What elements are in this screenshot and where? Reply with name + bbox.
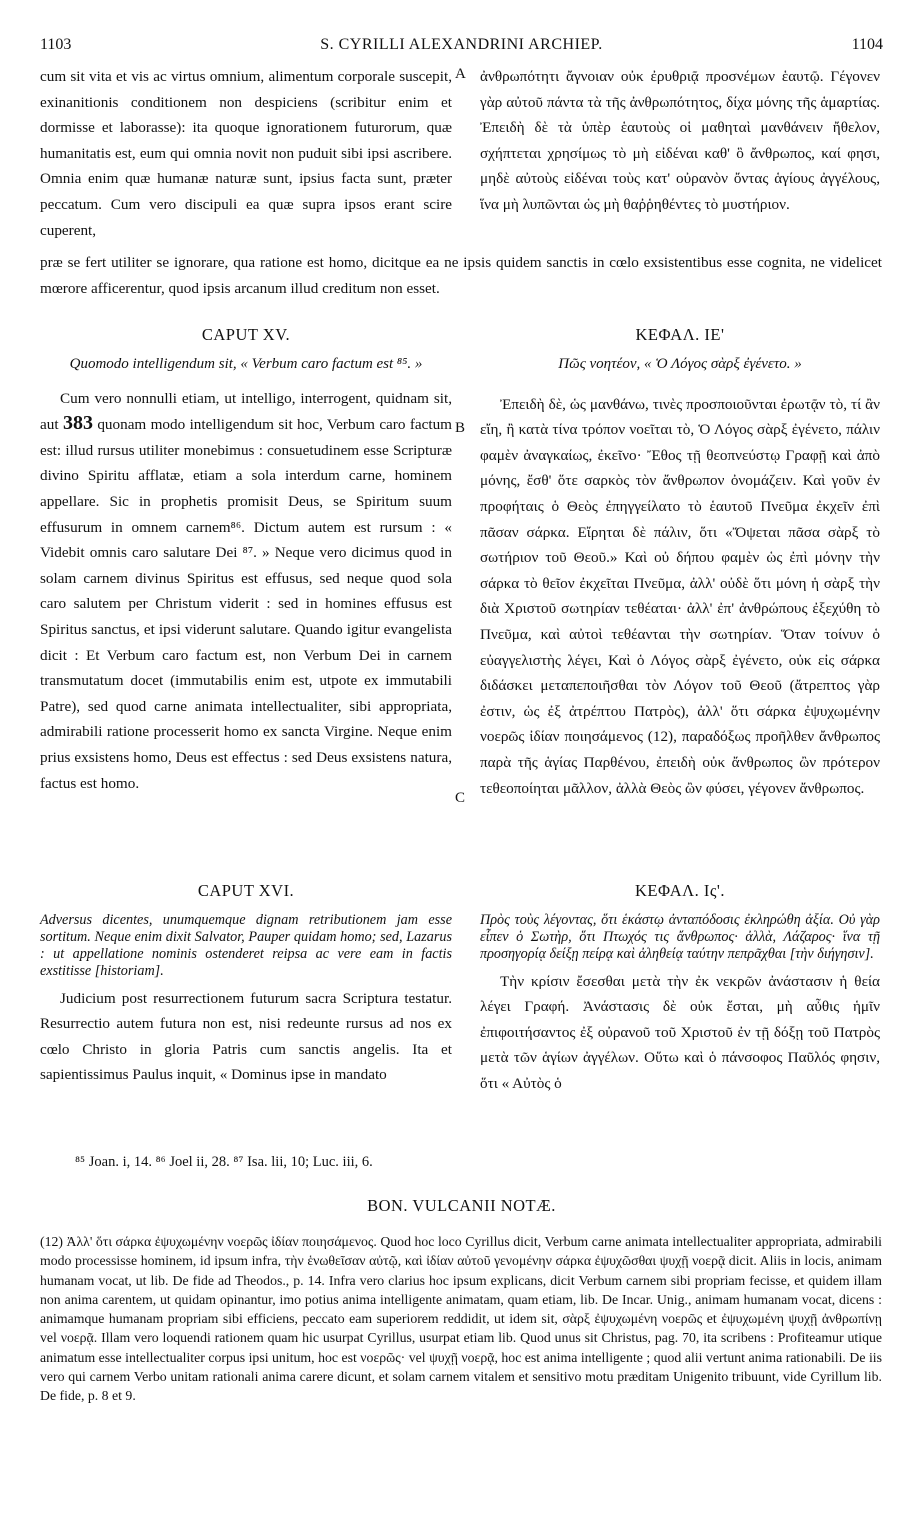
greek-paragraph: Τὴν κρίσιν ἔσεσθαι μετὰ τὴν ἐκ νεκρῶν ἀνάστασιν ἡ θεία λέγει Γραφή. Ἀνάστασις δὲ οὐκ ἔσται, μὴ αὖθις ἡμῖν ἐπιφοιτήσαντος ἐξ οὐρανοῦ τοῦ Χριστοῦ ἐν τῇ δόξῃ τοῦ Πατρὸς μετὰ τῶν ἁγίων ἀγγέλων. Οὕτω καὶ ὁ πάνσοφος Παῦλός φησιν, ὅτι « Αὐτὸς ὁ xyxy=(480,972,880,1092)
latin-body xyxy=(40,986,452,1088)
greek-chapter-subtitle: Πρὸς τοὺς λέγοντας, ὅτι ἑκάστῳ ἀνταπόδοσις ἐκληρώθη ἀξία. Οὐ γὰρ εἶπεν ὁ Σωτὴρ, ὅτι Πτωχός τις ἄνθρωπος· ἀλλὰ, Λάζαρος· ἵνα τῇ προσηγορίᾳ δείξῃ πείρᾳ καὶ ἀληθείᾳ ταύτην πεπρᾶχθαι [τὴν διήγησιν]. xyxy=(480,911,880,962)
margin-letter-c: C xyxy=(455,790,466,806)
running-header xyxy=(40,36,883,58)
greek-column-top xyxy=(480,64,880,218)
notes-body xyxy=(40,1232,882,1406)
greek-chapter-subtitle: Πῶς νοητέον, « Ὁ Λόγος σὰρξ ἐγένετο. » xyxy=(558,355,802,372)
latin-chapter-title: CAPUT XV. xyxy=(201,325,291,344)
latin-paragraph: cum sit vita et vis ac virtus omnium, alimentum corporale suscepit, exinanitionis conditionem non despiciens (scribitur enim et dormisse et laborasse): ita quoque ignorationem futurorum, quæ humanitatis est, eum qui omnia novit non puduit sibi ipsi ascribere. Omnia enim quæ humanæ naturæ sunt, ipsius facta sunt, præter peccatum. Cum vero discipuli ea quæ supra ipsos erant scire cuperent, xyxy=(40,68,452,239)
full-width-text: præ se fert utiliter se ignorare, qua ratione est homo, dicitque ea ne ipsis quidem sanctis in cœlo exsistentibus esse cognita, ne videlicet mœrore afficerentur, quod ipsis arcanum illud creditum non esset. xyxy=(40,254,882,297)
footnotes: ⁸⁵ Joan. i, 14. ⁸⁶ Joel ii, 28. ⁸⁷ Isa. lii, 10; Luc. iii, 6. xyxy=(75,1154,373,1170)
latin-column-cap16 xyxy=(40,878,452,1088)
margin-letter-b: B xyxy=(455,420,466,436)
notes-title: BON. VULCANII NOTÆ. xyxy=(367,1196,556,1215)
latin-text-a: Cum vero nonnulli etiam, ut intelligo, interrogent, quidnam sit, aut xyxy=(40,389,452,434)
greek-column-cap15 xyxy=(480,322,880,801)
greek-paragraph: ἀνθρωπότητι ἄγνοιαν οὐκ ἐρυθριᾷ προσνέμων ἑαυτῷ. Γέγονεν γὰρ αὐτοῦ πάντα τὰ τῆς ἀνθρωπότητος, δίχα μόνης τῆς ἁμαρτίας. Ἐπειδὴ δὲ τὰ ὑπὲρ ἑαυτοὺς οἱ μαθηταὶ μανθάνειν ἤθελον, σχήπτεται χρησίμως τὸ μὴ εἰδέναι καθ' ὃ ἄνθρωπος, καί φησι, μηδὲ αὐτοὺς εἰδέναι τοὺς κατ' οὐρανὸν ὄντας ἁγίους ἀγγέλους, ἵνα μὴ λυπῶνται ὡς μὴ θαῤῥηθέντες τὸ μυστήριον. xyxy=(480,68,880,213)
inline-page-number: 383 xyxy=(62,412,93,435)
right-page-number: 1104 xyxy=(851,36,883,53)
greek-column-cap16 xyxy=(480,878,880,1097)
greek-body xyxy=(480,969,880,1097)
full-width-paragraph xyxy=(40,250,882,301)
latin-text-b: quonam modo intelligendum sit hoc, Verbum caro factum est: illud rursus utiliter monebimus : consuetudinem esse Scripturæ divino Spiritu afflatæ, etiam a sola interdum carne, hominem appellare. Sic in prophetis promisit Deus, se Spiritum suum effusurum in omnem carnem⁸⁶. Dictum autem est rursum : « Videbit omnis caro salutare Dei ⁸⁷. » Neque vero dicimus quod in solam carnem divinus Spiritus est effusus, sed neque quod sola caro salutem per Christum viderit : sed in homines effusus est Spiritus sanctus, et ipsi viderunt salutare. Quando igitur evangelista dicit : Et Verbum caro factum est, non Verbum Dei in carnem transmutatum docet (immutabilis enim est, utpote ex immutabili Patre), sed quod carne animata intellectualiter, sibi appropriata, admirabili ratione processerit homo ex sancta Virgine. Neque enim prius exsistens homo, Deus est effectus : sed Deus exsistens natura, factus est homo. xyxy=(40,416,452,792)
latin-paragraph: Judicium post resurrectionem futurum sacra Scriptura testatur. Resurrectio autem futura non est, nisi redeunte rursus ad nos ex cœlo Christo in gloria Patris cum sanctis angelis. Ita et sapientissimus Paulus inquit, « Dominus ipse in mandato xyxy=(40,989,452,1084)
latin-chapter-title: CAPUT XVI. xyxy=(197,881,295,900)
latin-chapter-subtitle: Quomodo intelligendum sit, « Verbum caro factum est ⁸⁵. » xyxy=(69,355,423,372)
latin-chapter-subtitle: Adversus dicentes, unumquemque dignam retributionem jam esse sortitum. Neque enim dixit Salvator, Pauper quidam homo; sed, Lazarus : ut appellatione nominis ostenderet reipsa ac vere eam in factis exstitisse [historiam]. xyxy=(40,911,452,979)
greek-paragraph: Ἐπειδὴ δὲ, ὡς μανθάνω, τινὲς προσποιοῦνται ἐρωτᾷν τὸ, τί ἂν εἴη, ἢ κατὰ τίνα τρόπον νοεῖται τὸ, Ὁ Λόγος σὰρξ ἐγένετο, πάλιν φαμὲν ἀναγκαίως, ἐκεῖνο· Ἔθος τῇ θεοπνεύστῳ Γραφῇ καὶ ἀπὸ μόνης, ἔσθ' ὅτε σαρκὸς τὸν ἄνθρωπον ὀνομάζειν. Καὶ γοῦν ἐν προφήταις ὁ Θεὸς ἐπηγγείλατο τὸ ἑαυτοῦ Πνεῦμα ἐκχεῖν ἐπὶ πᾶσαν σάρκα. Εἴρηται δὲ πάλιν, ὅτι «Ὄψεται πᾶσα σὰρξ τὸ σωτήριον τοῦ Θεοῦ.» Καὶ οὐ δήπου φαμὲν ὡς ἐπὶ μόνην τὴν σάρκα τὸ θεῖον ἐκχεῖται Πνεῦμα, ἀλλ' οὐδὲ ὅτι μόνη ἡ σὰρξ τὴν διὰ Χριστοῦ σωτηρίαν τεθέαται· ἀλλ' ἐπ' ἀνθρώπους ἐξεχύθη τὸ Πνεῦμα, καὶ αὐτοὶ τεθέανται τὴν σωτηρίαν. Ὅταν τοίνυν ὁ εὐαγγελιστὴς λέγει, Καὶ ὁ Λόγος σὰρξ ἐγένετο, οὐκ εἰς σάρκα διδάσκει μεταπεποιῆσθαι τὸν Λόγον τοῦ Θεοῦ (ἄτρεπτος γὰρ ἐστιν, ὡς ἐξ ἀτρέπτου Πατρὸς), ἀλλ' ὅτι σάρκα ἐψυχωμένην νοερῶς ἰδίαν ποιησάμενος (12), παραδόξως προῆλθεν ἄνθρωπος παρὰ τῆς ἁγίας Παρθένου, ἐπειδὴ οὐκ ἄνθρωπος ὢν πρότερον τεθεοποίηται μᾶλλον, ἀλλὰ Θεὸς ὢν φύσει, γέγονεν ἄνθρωπος. xyxy=(480,395,880,797)
latin-body xyxy=(40,386,452,797)
greek-chapter-title: ΚΕΦΑΛ. ΙΕ' xyxy=(635,325,725,344)
latin-column-cap15 xyxy=(40,322,452,796)
left-page-number: 1103 xyxy=(40,36,72,53)
running-title: S. CYRILLI ALEXANDRINI ARCHIEP. xyxy=(320,36,603,53)
latin-column-top xyxy=(40,64,452,243)
note-paragraph: (12) Ἀλλ' ὅτι σάρκα ἐψυχωμένην νοερῶς ἰδίαν ποιησάμενος. Quod hoc loco Cyrillus dicit, Verbum carne animata intellectualiter appropriata, admirabili modo processisse hominem, id ipsum infra, τὴν ἑνωθεῖσαν αὐτῷ, καὶ ἰδίαν αὐτοῦ γενομένην σάρκα ἐψυχῶσθαι ψυχῇ νοερᾷ dicit. Aliis in locis, animam humanam vocat, ut lib. De fide ad Theodos., p. 14. Infra vero clarius hoc ipsum explicans, dicit Verbum carnem sibi propriam fecisse, et quidem illam non anima carentem, ut quidam opinantur, imo potius anima intelligente animatam, quam etiam, lib. De Incar. Unig., animam humanam vocat, dicens : animamque humanam propriam sibi efficiens, peccato eam superiorem reddidit, ut idem sit, σὰρξ ἐψυχωμένη νοερῶς et ἐψυχωμένη ψυχῇ ἀνθρωπίνῃ vel νοερᾷ. Illam vero loquendi rationem quam hic usurpat Cyrillus, usurpat etiam lib. Quod unus sit Christus, pag. 70, ita scribens : Profiteamur utique animatum esse intellectualiter corpus ipsi unitum, hoc est νοερῶς· vel ψυχῇ νοερᾷ, hoc est anima intelligente ; quod alii vertunt anima rationabili. De iis vero qui carnem Verbo unitam rationali anima carere dicunt, et solam carnem vitalem et sensitivo motu præditam Unigenito tribuunt, vide Cyrillum lib. De fide, p. 8 et 9. xyxy=(40,1234,882,1404)
greek-body xyxy=(480,392,880,802)
greek-chapter-title: ΚΕΦΑΛ. Ις'. xyxy=(634,881,726,900)
margin-letter-a: A xyxy=(455,66,466,82)
